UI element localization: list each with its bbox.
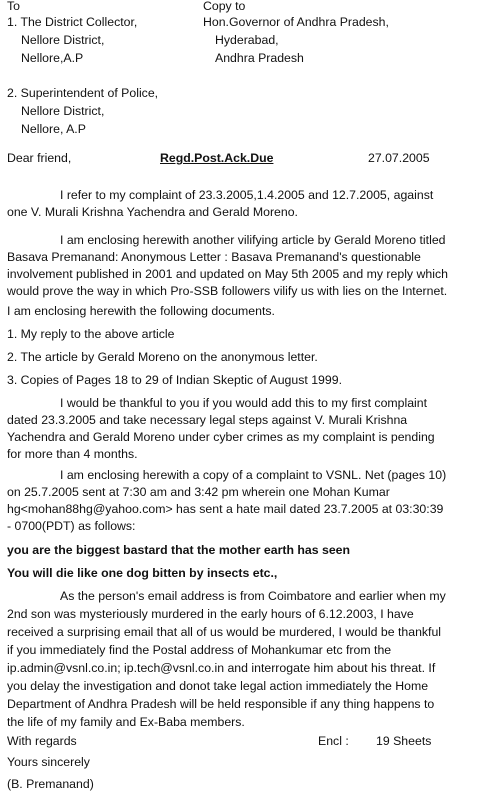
para5-line: you delay the investigation and donot take legal action immediately the Home: [7, 679, 429, 693]
copy-to-line: Andhra Pradesh: [215, 51, 304, 65]
to-label: To: [7, 0, 20, 13]
para2-line: Basava Premanand: Anonymous Letter : Basava Premanand's questionable: [7, 250, 421, 264]
document-item: 2. The article by Gerald Moreno on the anonymous letter.: [7, 350, 318, 364]
para2-line: would prove the way in which Pro-SSB followers vilify us with lies on the Internet.: [7, 284, 448, 298]
para5-line: the life of my family and Ex-Baba members.: [7, 715, 245, 729]
quoted-threat-line: you are the biggest bastard that the mother earth has seen: [7, 543, 351, 557]
recipient-1-line: Nellore,A.P: [21, 51, 84, 65]
recipient-1-line: 1. The District Collector,: [7, 15, 138, 29]
signature-name: (B. Premanand): [7, 777, 94, 791]
document-item: 1. My reply to the above article: [7, 327, 175, 341]
recipient-2-line: Nellore, A.P: [21, 122, 86, 136]
para4-line: I am enclosing herewith a copy of a complaint to VSNL. Net (pages 10): [60, 468, 447, 482]
para5-line: Department of Andhra Pradesh will be held responsible if any thing happens to: [7, 697, 435, 711]
enclosure-label: Encl :: [318, 734, 349, 748]
para1-line: I refer to my complaint of 23.3.2005,1.4.2005 and 12.7.2005, against: [60, 188, 434, 202]
copy-to-line: Hon.Governor of Andhra Pradesh,: [203, 15, 389, 29]
para3-line: Yachendra and Gerald Moreno under cyber crimes as my complaint is pending: [7, 430, 435, 444]
para3-line: for more than 4 months.: [7, 447, 138, 461]
para2-line: involvement published in 2001 and updated on May 5th 2005 and my reply which: [7, 267, 448, 281]
closing-regards: With regards: [7, 734, 77, 748]
para3-line: dated 23.3.2005 and take necessary legal steps against V. Murali Krishna: [7, 413, 408, 427]
para2-line: I am enclosing herewith another vilifying article by Gerald Moreno titled: [60, 233, 446, 247]
recipient-2-line: 2. Superintendent of Police,: [7, 86, 159, 100]
para5-line: 2nd son was mysteriously murdered in the early hours of 6.12.2003, I have: [7, 607, 414, 621]
copy-to-label: Copy to: [203, 0, 246, 13]
enclosing-intro: I am enclosing herewith the following documents.: [7, 304, 275, 318]
para5-line: if you immediately find the Postal address of Mohankumar etc from the: [7, 643, 392, 657]
closing-sincerely: Yours sincerely: [7, 755, 90, 769]
copy-to-line: Hyderabad,: [215, 33, 279, 47]
salutation: Dear friend,: [7, 151, 72, 165]
para5-line: ip.admin@vsnl.co.in; ip.tech@vsnl.co.in and interrogate him about his threat. If: [7, 661, 436, 675]
para5-line: received a surprising email that all of us would be murdered, I would be thankful: [7, 625, 442, 639]
para5-line: As the person's email address is from Coimbatore and earlier when my: [60, 589, 446, 603]
para4-line: hg<mohan88hg@yahoo.com> has sent a hate mail dated 23.7.2005 at 03:30:39: [7, 502, 444, 516]
quoted-threat-line: You will die like one dog bitten by insects etc.,: [7, 566, 278, 580]
para1-line: one V. Murali Krishna Yachendra and Gerald Moreno.: [7, 205, 298, 219]
letter-date: 27.07.2005: [368, 151, 430, 165]
postal-mode: Regd.Post.Ack.Due: [160, 151, 274, 165]
document-item: 3. Copies of Pages 18 to 29 of Indian Skeptic of August 1999.: [7, 373, 342, 387]
recipient-2-line: Nellore District,: [21, 104, 105, 118]
para4-line: - 0700(PDT) as follows:: [7, 519, 136, 533]
para3-line: I would be thankful to you if you would add this to my first complaint: [60, 396, 428, 410]
enclosure-value: 19 Sheets: [376, 734, 432, 748]
para4-line: on 25.7.2005 sent at 7:30 am and 3:42 pm wherein one Mohan Kumar: [7, 485, 390, 499]
recipient-1-line: Nellore District,: [21, 33, 105, 47]
